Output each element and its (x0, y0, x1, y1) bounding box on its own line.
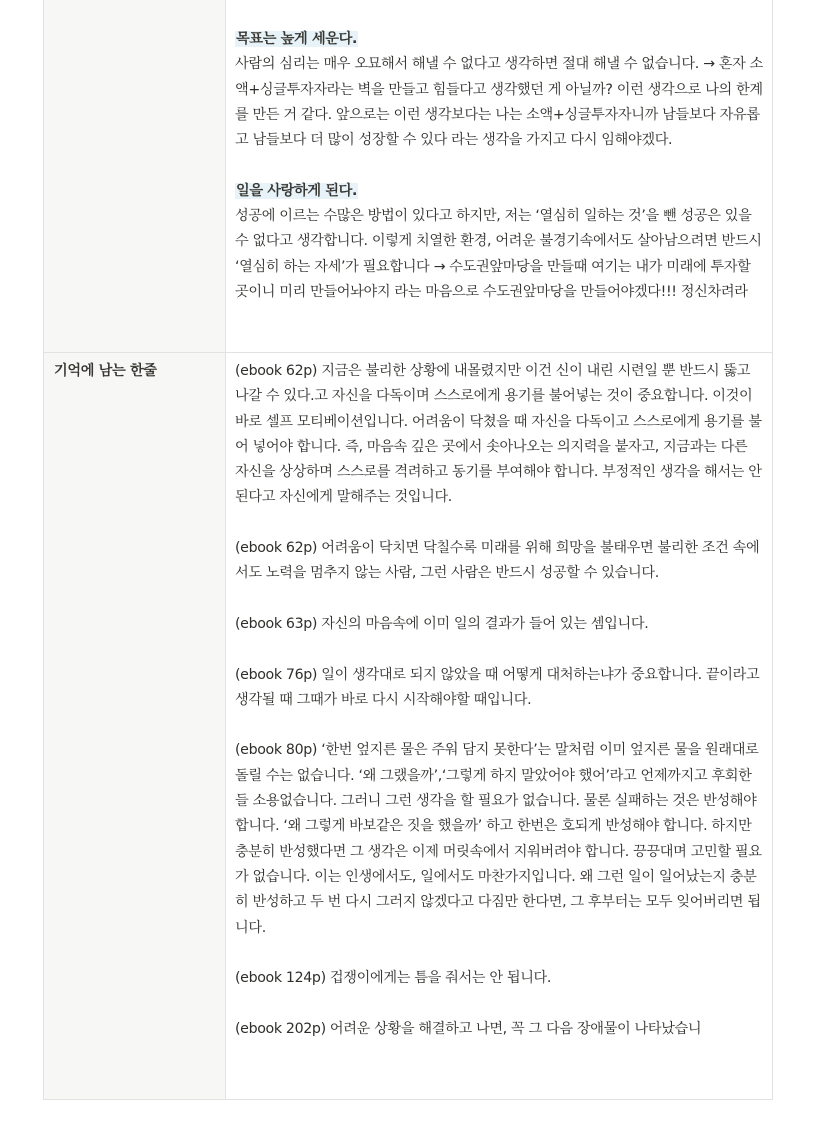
reflections-cell (226, 0, 773, 353)
quotes-cell (226, 353, 773, 1100)
table-row-reflections (44, 0, 773, 353)
row-label-memorable-quote: 기억에 남는 한줄 (44, 353, 226, 1100)
section-heading-goal (235, 27, 764, 52)
section-body-love-work: 성공에 이르는 수많은 방법이 있다고 하지만, 저는 ‘열심히 일하는 것’을 뺀 성공은 있을 수 없다고 생각합니다. 이렇게 치열한 환경, 어려운 불경기속에서도 살아남으려면 반드시 ‘열심히 하는 자세’가 필요합니다 → 수도권앞마당을 만들때 여기는 내가 미래에 투자할 곳이니 미리 만들어놔야지 라는 마음으로 수도권앞마당을 만들어야겠다!!! 정신차려라 (235, 208, 762, 300)
paragraph-gap (235, 587, 764, 612)
table-row-quotes (44, 353, 773, 1100)
quote-item: (ebook 124p) 겁쟁이에게는 틈을 줘서는 안 됩니다. (235, 970, 552, 987)
row-label-empty (44, 0, 226, 353)
quote-item: (ebook 202p) 어려운 상황을 해결하고 나면, 꼭 그 다음 장애물이 나타났습니 (235, 1020, 702, 1037)
quote-item: (ebook 62p) 어려움이 닥치면 닥칠수록 미래를 위해 희망을 불태우면 불리한 조건 속에서도 노력을 멈추지 않는 사람, 그런 사람은 반드시 성공할 수 있습니다. (235, 540, 760, 582)
heading-highlight: 목표는 높게 세운다. (236, 31, 358, 47)
quote-item: (ebook 63p) 자신의 마음속에 이미 일의 결과가 들어 있는 셈입니다. (235, 615, 649, 632)
paragraph-gap (235, 1067, 764, 1092)
paragraph-gap (235, 941, 764, 966)
quote-item: (ebook 80p) ‘한번 엎지른 물은 주워 담지 못한다’는 말처럼 이미 엎지른 물을 원래대로 돌릴 수는 없습니다. ‘왜 그랬을까’,‘그렇게 하지 말았어야 했어’라고 언제까지고 후회한들 소용없습니다. 그러니 그런 생각을 할 필요가 없습니다. 물론 실패하는 것은 반성해야 합니다. ‘왜 그렇게 바보같은 짓을 했을까’ 하고 한번은 호되게 반성해야 합니다. 하지만 충분히 반성했다면 그 생각은 이제 머릿속에서 지워버려야 합니다. 끙끙대며 고민할 필요가 없습니다. 이는 인생에서도, 일에서도 마찬가지입니다. 왜 그런 일이 일어났는지 충분히 반성하고 두 번 다시 그러지 않겠다고 다짐만 한다면, 그 후부터는 모두 잊어버리면 됩니다. (235, 742, 762, 936)
paragraph-gap (235, 153, 764, 178)
paragraph-gap (235, 637, 764, 662)
quote-item: (ebook 62p) 지금은 불리한 상황에 내몰렸지만 이건 신이 내린 시련일 뿐 반드시 뚫고 나갈 수 있다.고 자신을 다독이며 스스로에게 용기를 불어넣는 것이 중요합니다. 이것이 바로 셀프 모티베이션입니다. 어려움이 닥쳤을 때 자신을 다독이고 스스로에게 용기를 불어 넣어야 합니다. 즉, 마음속 깊은 곳에서 솟아나오는 의지력을 붙자고, 지금과는 다른 자신을 상상하며 스스로를 격려하고 동기를 부여해야 합니다. 부정적인 생각을 해서는 안된다고 자신에게 말해주는 것입니다. (235, 363, 762, 506)
section-heading-love-work (235, 179, 764, 204)
notes-table (43, 0, 773, 1100)
paragraph-gap (235, 991, 764, 1016)
paragraph-gap (235, 713, 764, 738)
heading-highlight: 일을 사랑하게 된다. (236, 182, 358, 199)
quote-item: (ebook 76p) 일이 생각대로 되지 않았을 때 어떻게 대처하는냐가 중요합니다. 끝이라고 생각될 때 그때가 바로 다시 시작해야할 때입니다. (235, 666, 760, 708)
paragraph-gap (235, 511, 764, 536)
section-body-goal: 사람의 심리는 매우 오묘해서 해낼 수 없다고 생각하면 절대 해낼 수 없습니다. → 혼자 소액+싱글투자자라는 벽을 만들고 힘들다고 생각했던 게 아닐까? 이런 생각으로 나의 한계를 만든 거 같다. 앞으로는 이런 생각보다는 나는 소액+싱글투자자니까 남들보다 자유롭고 남들보다 더 많이 성장할 수 있다 라는 생각을 가지고 다시 임해야겠다. (235, 56, 764, 149)
paragraph-gap (235, 1042, 764, 1067)
